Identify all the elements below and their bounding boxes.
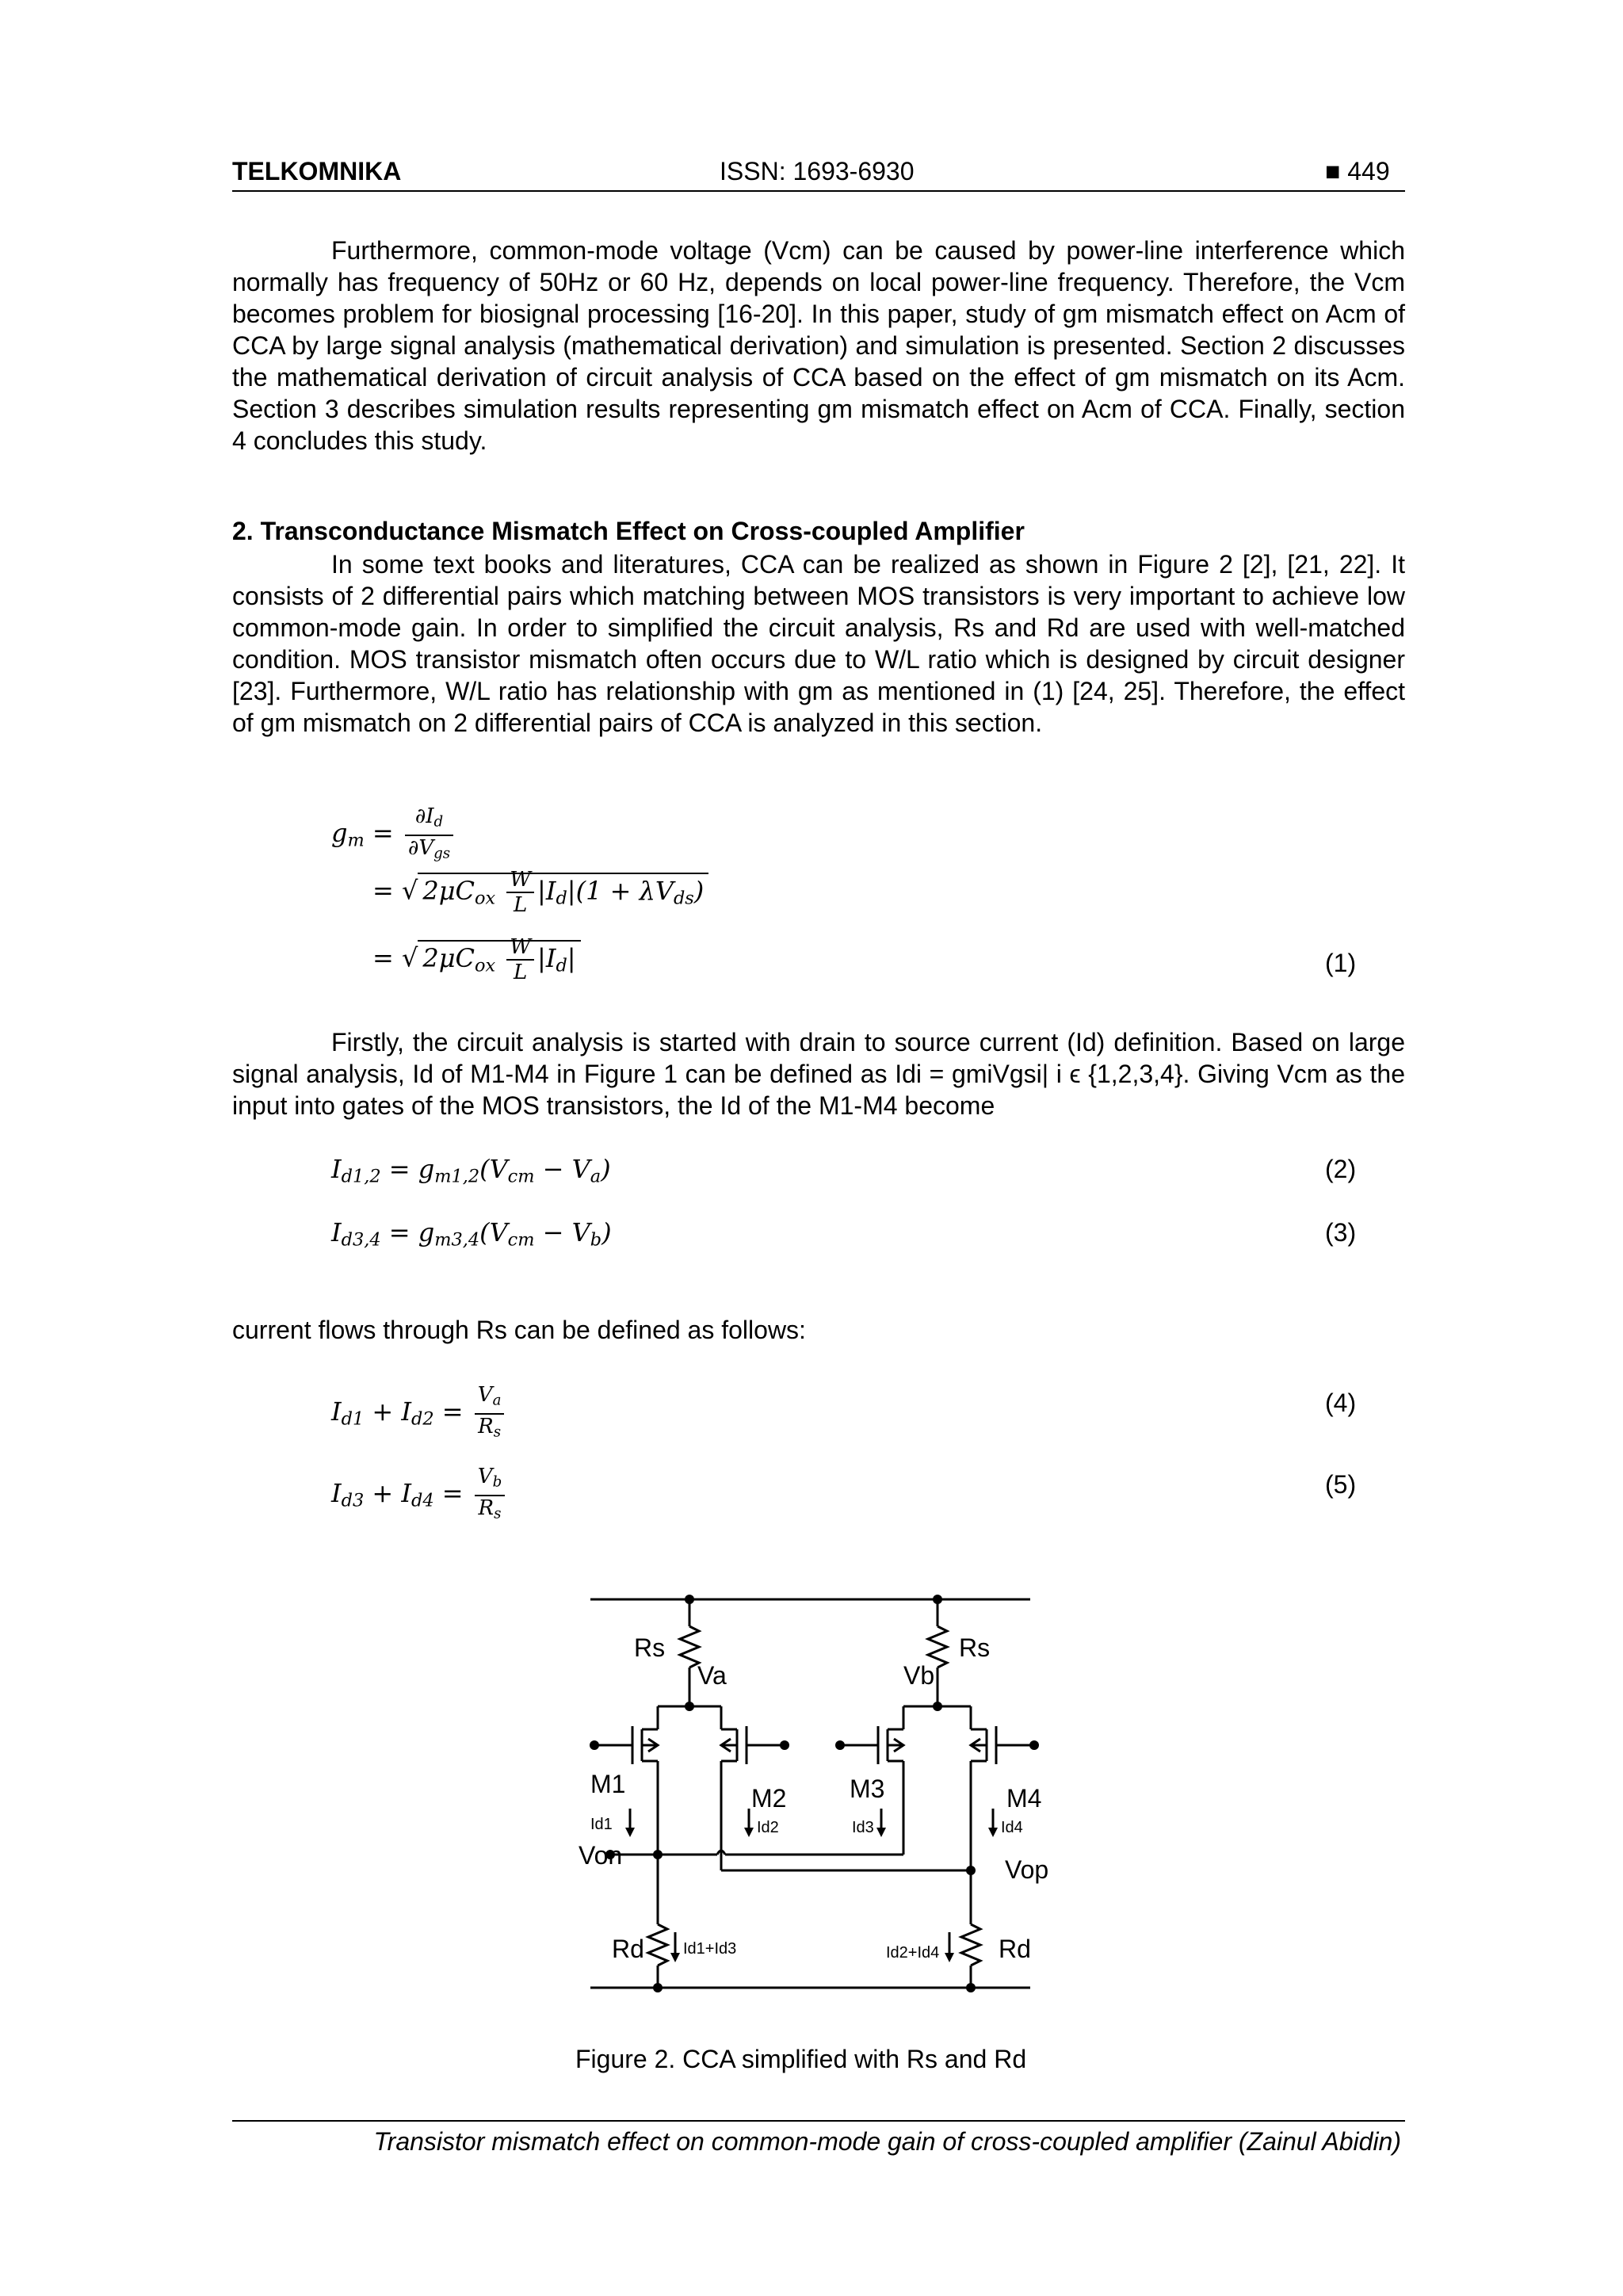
equation-4: $I_{d1} + I_{d2}$ = $\frac{V_a}{R_s}$ <box>331 1383 507 1444</box>
equation-3-number: (3) <box>1325 1218 1357 1247</box>
section-heading: 2. Transconductance Mismatch Effect on Cross-coupled Amplifier <box>232 517 1025 545</box>
equation-2: $I_{d1,2} = g_{m1,2}(V_{cm} - V_a)$ <box>331 1154 611 1187</box>
equation-3: $I_{d3,4} = g_{m3,4}(V_{cm} - V_b)$ <box>331 1217 612 1251</box>
label-id2: Id2 <box>757 1819 779 1836</box>
intro-paragraph <box>232 235 1405 457</box>
equation-1-line-1: $g_m$ = $\frac{\partial I_d}{\partial V_{gs}}$ <box>331 804 456 865</box>
equation-1-line-2: = √ $2\mu C_{ox}$ $\frac{W}{L}$ $|I_d|(1 + \lambda V_{ds})$ <box>372 868 708 917</box>
label-m1: M1 <box>590 1770 626 1798</box>
label-va: Va <box>697 1661 727 1690</box>
section-paragraph <box>232 548 1405 739</box>
label-m4: M4 <box>1006 1784 1042 1813</box>
page-number: ■ 449 <box>1325 157 1390 185</box>
equation-1-number: (1) <box>1325 949 1357 977</box>
label-rd-left: Rd <box>612 1935 644 1963</box>
label-m2: M2 <box>751 1784 787 1813</box>
label-von: Von <box>579 1841 623 1870</box>
current-paragraph <box>232 1314 1405 1346</box>
footer-text: Transistor mismatch effect on common-mode gain of cross-coupled amplifier (Zainul Abidin) <box>373 2127 1401 2156</box>
equation-1-line-3: = √ $2\mu C_{ox}$ $\frac{W}{L}$ $|I_d|$ <box>372 935 581 984</box>
label-rs-right: Rs <box>959 1633 991 1662</box>
analysis-paragraph <box>232 1026 1405 1121</box>
analysis-text: Firstly, the circuit analysis is started with drain to source current (Id) definition. Based on large signal analysis, Id of M1-M4 in Figure 1 can be defined as Idi = gmiVgsi| i ϵ {1,2,3,4}. Giving Vcm as the input into gates of the MOS transistors, the Id of the M1-M4 become <box>232 1028 1405 1120</box>
figure-caption: Figure 2. CCA simplified with Rs and Rd <box>575 2045 1027 2073</box>
equation-5-number: (5) <box>1325 1470 1357 1499</box>
equation-2-number: (2) <box>1325 1155 1357 1183</box>
current-text: current flows through Rs can be defined as follows: <box>232 1316 806 1344</box>
label-id3: Id3 <box>852 1819 874 1836</box>
footer-rule <box>232 2120 1405 2122</box>
issn: ISSN: 1693-6930 <box>720 157 915 185</box>
label-id1: Id1 <box>590 1816 613 1833</box>
label-rd-right: Rd <box>999 1935 1031 1963</box>
label-rs-left: Rs <box>634 1633 666 1662</box>
label-m3: M3 <box>850 1775 885 1803</box>
label-id2-id4: Id2+Id4 <box>886 1944 940 1962</box>
label-id4: Id4 <box>1001 1819 1023 1836</box>
label-vb: Vb <box>903 1661 935 1690</box>
equation-5: $I_{d3} + I_{d4}$ = $\frac{V_b}{R_s}$ <box>331 1465 508 1526</box>
header-rule <box>232 190 1405 192</box>
journal-name: TELKOMNIKA <box>232 157 402 185</box>
label-id1-id3: Id1+Id3 <box>683 1940 737 1958</box>
intro-text: Furthermore, common-mode voltage (Vcm) can be caused by power-line interference which normally has frequency of 50Hz or 60 Hz, depends on local power-line frequency. Therefore, the Vcm becomes problem for biosignal processing [16-20]. In this paper, study of gm mismatch effect on Acm of CCA by large signal analysis (mathematical derivation) and simulation is presented. Section 2 discusses the mathematical derivation of circuit analysis of CCA based on the effect of gm mismatch on its Acm. Section 3 describes simulation results representing gm mismatch effect on Acm of CCA. Finally, section 4 concludes this study. <box>232 236 1405 455</box>
cca-circuit-diagram <box>555 1577 1070 2005</box>
section-text: In some text books and literatures, CCA can be realized as shown in Figure 2 [2], [21, 22]. It consists of 2 differential pairs which matching between MOS transistors is very important to achieve low common-mode gain. In order to simplified the circuit analysis, Rs and Rd are used with well-matched condition. MOS transistor mismatch often occurs due to W/L ratio which is designed by circuit designer [23]. Furthermore, W/L ratio has relationship with gm as mentioned in (1) [24, 25]. Therefore, the effect of gm mismatch on 2 differential pairs of CCA is analyzed in this section. <box>232 550 1405 737</box>
equation-4-number: (4) <box>1325 1389 1357 1417</box>
label-vop: Vop <box>1005 1855 1049 1884</box>
